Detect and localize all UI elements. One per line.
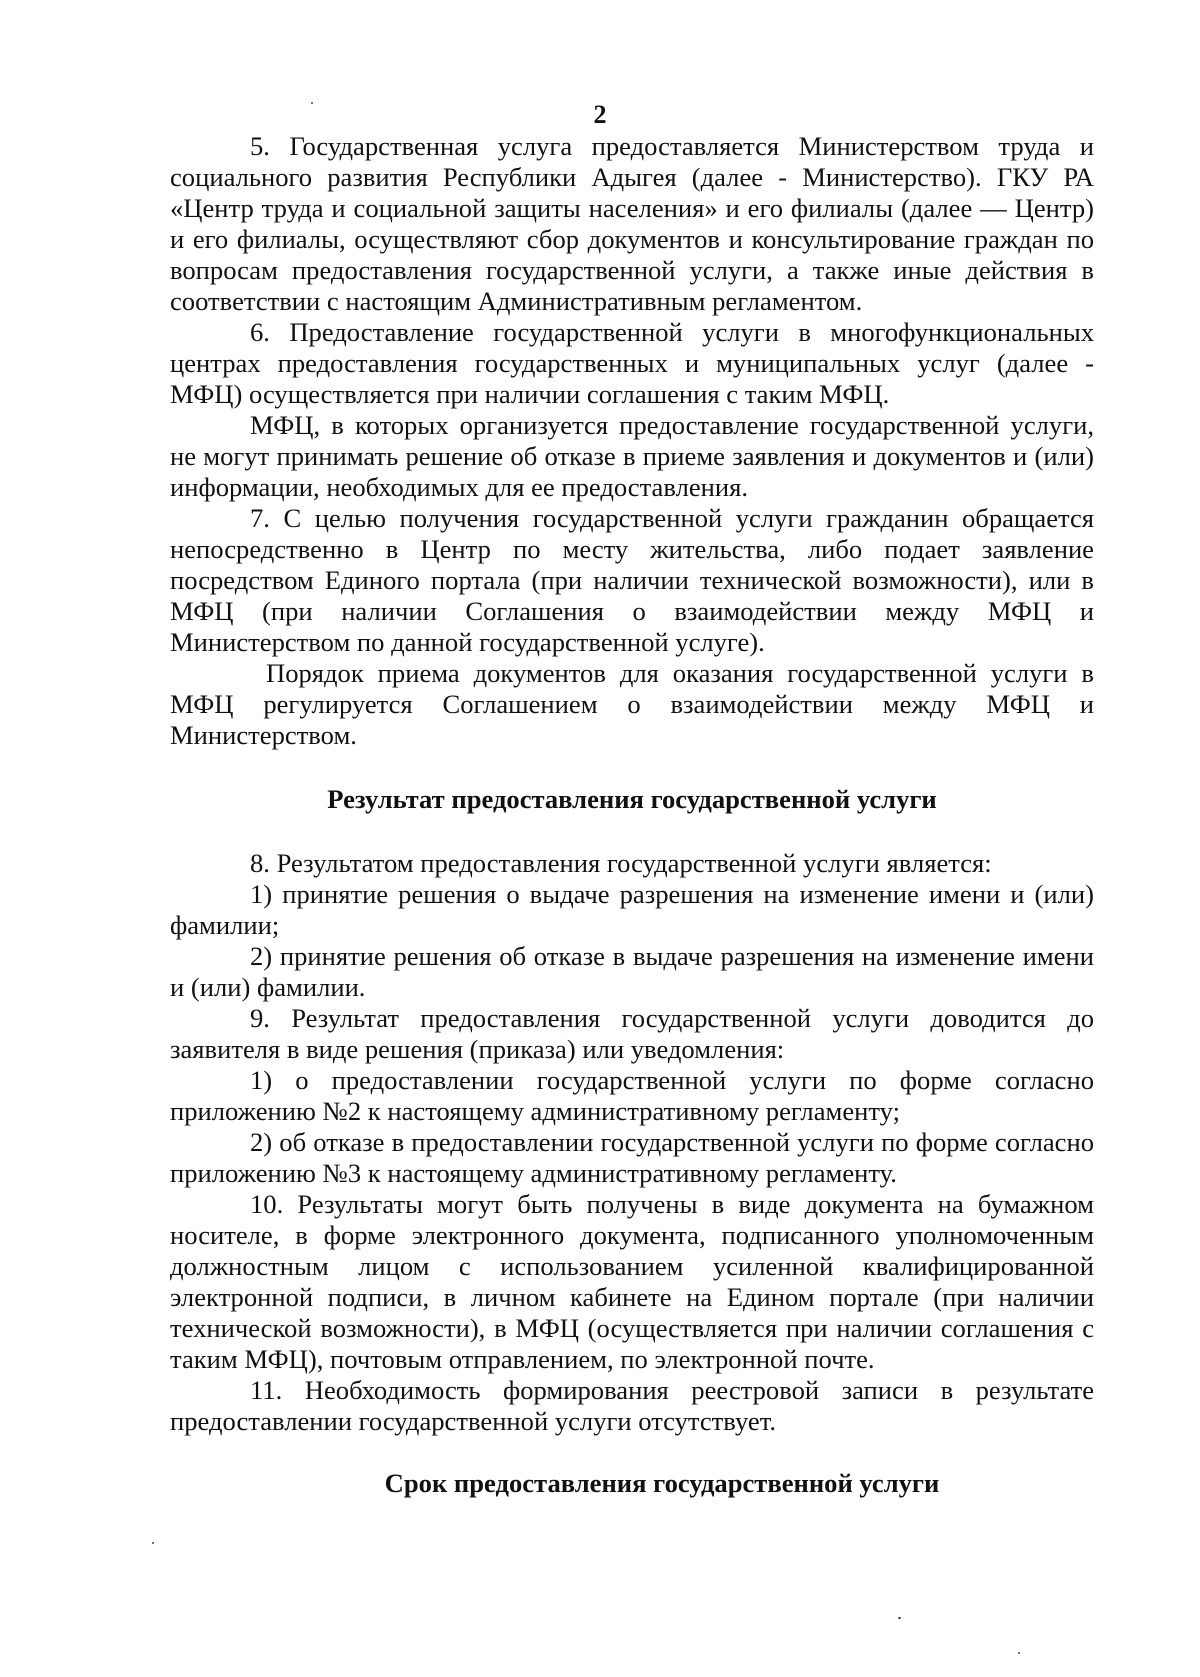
paragraph-9-item-1: 1) о предоставлении государственной услуги по форме согласно приложению №2 к настоящему административному регламенту; [170, 1065, 1094, 1126]
paragraph-procedure: Порядок приема документов для оказания государственной услуги в МФЦ регулируется Соглашением о взаимодействии между МФЦ и Министерством. [170, 658, 1094, 750]
paragraph-8: 8. Результатом предоставления государственной услуги является: [250, 848, 992, 878]
section-heading-result: Результат предоставления государственной услуги [327, 784, 937, 814]
scan-speck [152, 1542, 154, 1544]
paragraph-7: 7. С целью получения государственной услуги гражданин обращается непосредственно в Центр по месту жительства, либо подает заявление посредством Единого портала (при наличии технической возможности), или в МФЦ (при наличии Соглашения о взаимодействии между МФЦ и Министерством по данной государственной услуге). [170, 503, 1094, 657]
paragraph-5: 5. Государственная услуга предоставляется Министерством труда и социального развития Республики Адыгея (далее - Министерство). ГКУ РА «Центр труда и социальной защиты населения» и его филиалы (далее — Центр) и его филиалы, осуществляют сбор документов и консультирование граждан по вопросам предоставления государственной услуги, а также иные действия в соответствии с настоящим Административным регламентом. [170, 131, 1094, 316]
paragraph-10: 10. Результаты могут быть получены в виде документа на бумажном носителе, в форме электронного документа, подписанного уполномоченным должностным лицом с использованием усиленной квалифицированной электронной подписи, в личном кабинете на Едином портале (при наличии технической возможности), в МФЦ (осуществляется при наличии соглашения с таким МФЦ), почтовым отправлением, по электронной почте. [170, 1189, 1094, 1374]
scan-speck [311, 102, 313, 104]
paragraph-9-item-2: 2) об отказе в предоставлении государственной услуги по форме согласно приложению №3 к настоящему административному регламенту. [170, 1127, 1094, 1188]
paragraph-8-item-2: 2) принятие решения об отказе в выдаче разрешения на изменение имени и (или) фамилии. [170, 941, 1094, 1002]
paragraph-mfc: МФЦ, в которых организуется предоставление государственной услуги, не могут принимать решение об отказе в приеме заявления и документов и (или) информации, необходимых для ее предоставления. [170, 410, 1094, 502]
paragraph-11: 11. Необходимость формирования реестровой записи в результате предоставлении государственной услуги отсутствует. [170, 1375, 1094, 1436]
paragraph-9: 9. Результат предоставления государственной услуги доводится до заявителя в виде решения (приказа) или уведомления: [170, 1003, 1094, 1064]
paragraph-8-item-1: 1) принятие решения о выдаче разрешения на изменение имени и (или) фамилии; [170, 879, 1094, 940]
page-number: 2 [593, 100, 607, 129]
section-heading-term: Срок предоставления государственной услуги [384, 1468, 940, 1498]
paragraph-6: 6. Предоставление государственной услуги в многофункциональных центрах предоставления государственных и муниципальных услуг (далее - МФЦ) осуществляется при наличии соглашения с таким МФЦ. [170, 317, 1094, 409]
scan-speck [898, 1617, 901, 1619]
document-body [170, 131, 1094, 1499]
scan-speck [1018, 1652, 1020, 1654]
